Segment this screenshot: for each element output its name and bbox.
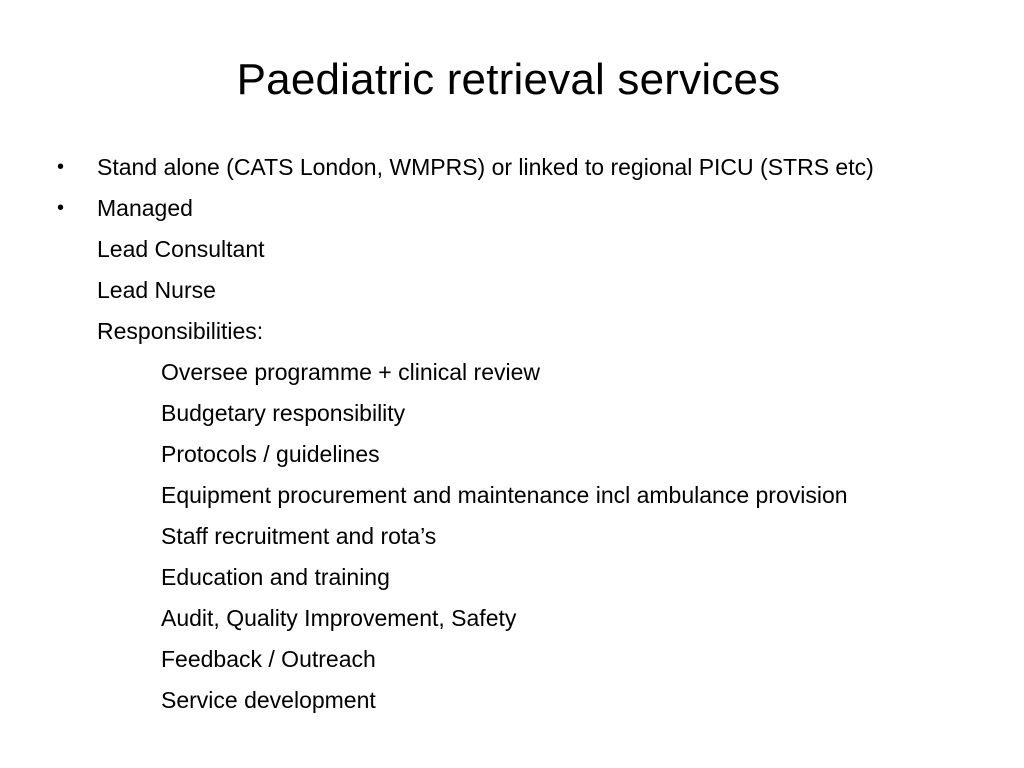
bullet-item — [0, 152, 1024, 182]
managed-item: Responsibilities: — [97, 318, 264, 344]
responsibility-item: Audit, Quality Improvement, Safety — [161, 605, 517, 631]
responsibility-item: Protocols / guidelines — [161, 441, 380, 467]
bullet-text: Stand alone (CATS London, WMPRS) or linked to regional PICU (STRS etc) — [97, 154, 874, 180]
managed-item: Lead Nurse — [97, 277, 216, 303]
responsibility-item: Feedback / Outreach — [161, 646, 376, 672]
responsibility-item: Service development — [161, 687, 376, 713]
responsibility-item: Budgetary responsibility — [161, 400, 406, 426]
slide-title: Paediatric retrieval services — [236, 55, 781, 104]
responsibility-item: Oversee programme + clinical review — [161, 359, 540, 385]
managed-item: Lead Consultant — [97, 236, 265, 262]
bullet-marker: • — [57, 156, 65, 178]
responsibility-item: Equipment procurement and maintenance incl ambulance provision — [161, 482, 848, 508]
responsibility-item: Staff recruitment and rota’s — [161, 523, 437, 549]
bullet-text: Managed — [97, 195, 193, 221]
responsibility-item: Education and training — [161, 564, 390, 590]
bullet-marker: • — [57, 197, 65, 219]
bullet-item — [0, 193, 1024, 223]
